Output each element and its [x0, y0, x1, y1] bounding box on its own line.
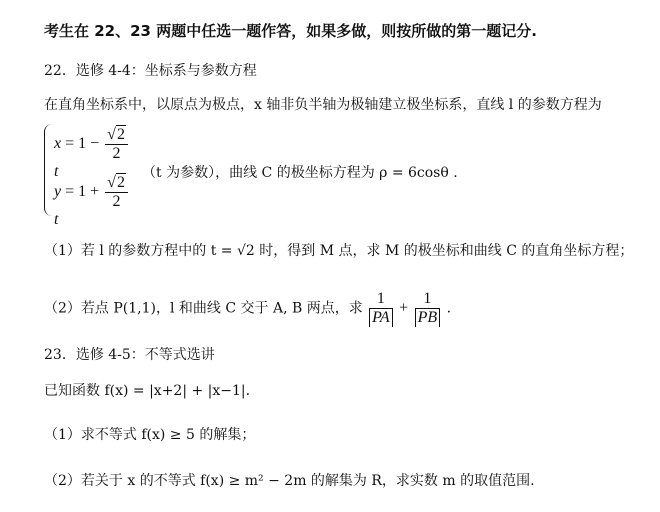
q22-title: 22．选修 4-4：坐标系与参数方程: [44, 63, 257, 79]
system-brace: [44, 124, 53, 216]
eq-x: x = 1 − $\frac{√2}{2}$ t: [54, 126, 134, 181]
q22-part1: （1）若 l 的参数方程中的 t = √2 时，得到 M 点，求 M 的极坐标和曲线 C 的直角坐标方程；: [44, 243, 634, 259]
eq-note: （t 为参数），曲线 C 的极坐标方程为 ρ = 6cosθ .: [142, 165, 458, 181]
parametric-system: [44, 124, 134, 228]
q23-part1: （1）求不等式 f(x) ≥ 5 的解集；: [44, 427, 256, 443]
frac-1-over-PA: $\frac{1}{PA}$: [369, 290, 392, 327]
eq-y: y = 1 + $\frac{√2}{2}$ t: [54, 174, 134, 229]
PB-label: PB: [415, 309, 441, 327]
frac-1-over-PB: $\frac{1}{PB}$: [415, 290, 441, 327]
q22-part2: （2）若点 P(1,1)，l 和曲线 C 交于 A, B 两点，求 $\frac{1}{PA}$ + $\frac{1}{PB}$ .: [44, 290, 452, 326]
PA-label: PA: [369, 309, 392, 327]
q23-intro: 已知函数 f(x) = |x+2| + |x−1|.: [44, 383, 251, 399]
q22-part2-suffix: .: [446, 300, 452, 317]
header-instruction: 考生在 22、23 两题中任选一题作答，如果多做，则按所做的第一题记分.: [44, 22, 537, 40]
q23-title: 23．选修 4-5：不等式选讲: [44, 347, 215, 363]
q22-intro: 在直角坐标系中，以原点为极点，x 轴非负半轴为极轴建立极坐标系，直线 l 的参数方程为: [44, 97, 602, 113]
q23-part2: （2）若关于 x 的不等式 f(x) ≥ m² − 2m 的解集为 R，求实数 m 的取值范围.: [44, 473, 535, 489]
q22-part2-prefix: （2）若点 P(1,1)，l 和曲线 C 交于 A, B 两点，求: [44, 300, 363, 317]
